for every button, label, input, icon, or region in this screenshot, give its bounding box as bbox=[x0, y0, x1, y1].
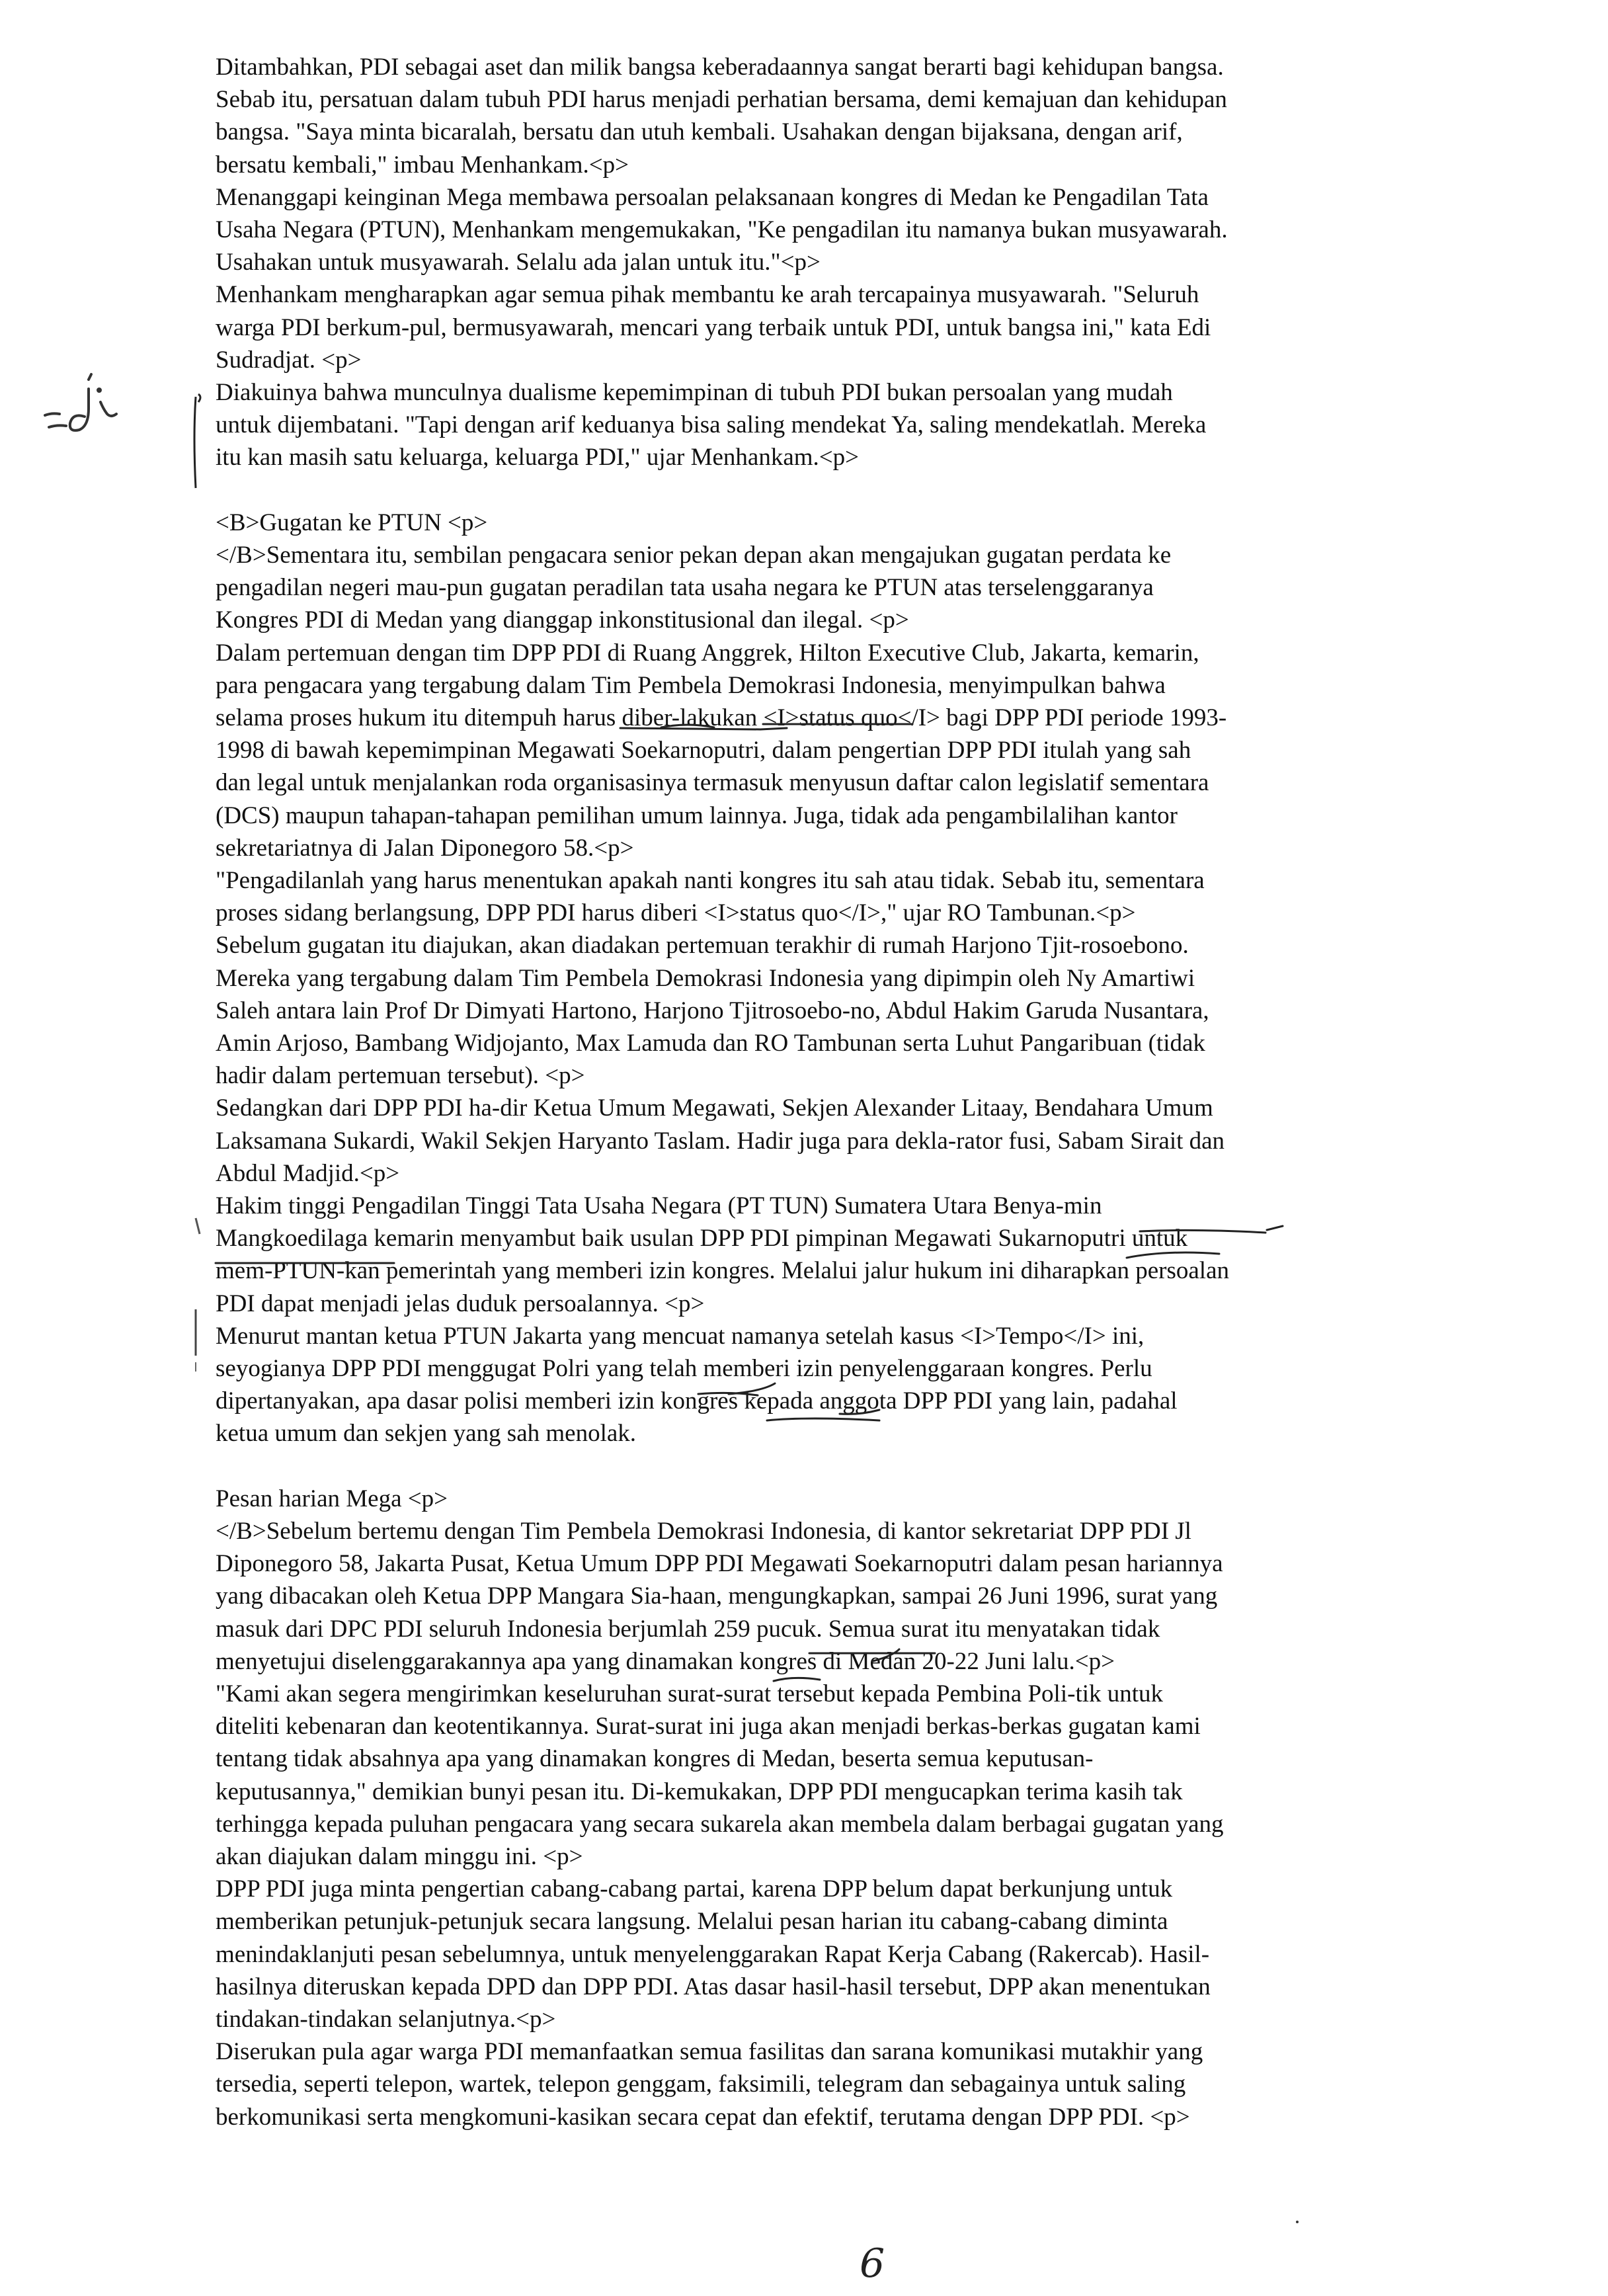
text-line: bersatu kembali," imbau Menhankam.<p> bbox=[216, 151, 629, 179]
text-line: Sudradjat. <p> bbox=[216, 347, 362, 374]
text-line: Menhankam mengharapkan agar semua pihak membantu ke arah tercapainya musyawarah. "Seluruh bbox=[216, 281, 1199, 308]
stray-mark bbox=[1296, 2221, 1299, 2223]
text-line: Dalam pertemuan dengan tim DPP PDI di Ruang Anggrek, Hilton Executive Club, Jakarta, kemarin, bbox=[216, 639, 1199, 667]
text-line: PDI dapat menjadi jelas duduk persoalannya. <p> bbox=[216, 1290, 705, 1317]
text-line: seyogianya DPP PDI menggugat Polri yang telah memberi izin penyelenggaraan kongres. Perlu bbox=[216, 1355, 1152, 1382]
text-line: mem-PTUN-kan pemerintah yang memberi izin kongres. Melalui jalur hukum ini diharapkan persoalan bbox=[216, 1257, 1230, 1284]
text-line: akan diajukan dalam minggu ini. <p> bbox=[216, 1843, 583, 1870]
text-line: "Pengadilanlah yang harus menentukan apakah nanti kongres itu sah atau tidak. Sebab itu, sementara bbox=[216, 867, 1205, 894]
text-line: warga PDI berkum-pul, bermusyawarah, mencari yang terbaik untuk PDI, untuk bangsa ini," kata Edi bbox=[216, 314, 1211, 341]
text-line: diteliti kebenaran dan keotentikannya. Surat-surat ini juga akan menjadi berkas-berkas gugatan kami bbox=[216, 1713, 1201, 1740]
text-line: selama proses hukum itu ditempuh harus diber-lakukan <I>status quo</I> bagi DPP PDI periode 1993- bbox=[216, 704, 1227, 731]
text-line: ketua umum dan sekjen yang sah menolak. bbox=[216, 1420, 637, 1447]
text-line: bangsa. "Saya minta bicaralah, bersatu dan utuh kembali. Usahakan dengan bijaksana, dengan arif, bbox=[216, 118, 1183, 145]
text-line: hadir dalam pertemuan tersebut). <p> bbox=[216, 1062, 585, 1089]
text-line: Sebab itu, persatuan dalam tubuh PDI harus menjadi perhatian bersama, demi kemajuan dan kehidupan bbox=[216, 86, 1227, 113]
text-line: Abdul Madjid.<p> bbox=[216, 1160, 400, 1187]
text-line: hasilnya diteruskan kepada DPD dan DPP PDI. Atas dasar hasil-hasil tersebut, DPP akan menentukan bbox=[216, 1973, 1211, 2000]
text-line: Ditambahkan, PDI sebagai aset dan milik bangsa keberadaannya sangat berarti bagi kehidupan bangsa. bbox=[216, 54, 1224, 81]
text-line: <B>Gugatan ke PTUN <p> bbox=[216, 509, 488, 536]
text-line: dan legal untuk menjalankan roda organisasinya termasuk menyusun daftar calon legislatif sementara bbox=[216, 769, 1209, 796]
text-line: Menanggapi keinginan Mega membawa persoalan pelaksanaan kongres di Medan ke Pengadilan Tata bbox=[216, 184, 1209, 211]
text-line: Amin Arjoso, Bambang Widjojanto, Max Lamuda dan RO Tambunan serta Luhut Pangaribuan (tidak bbox=[216, 1030, 1205, 1057]
text-line: yang dibacakan oleh Ketua DPP Mangara Sia-haan, mengungkapkan, sampai 26 Juni 1996, surat yang bbox=[216, 1582, 1218, 1610]
text-line: Sebelum gugatan itu diajukan, akan diadakan pertemuan terakhir di rumah Harjono Tjit-rosoebono. bbox=[216, 932, 1189, 959]
text-line: Mereka yang tergabung dalam Tim Pembela Demokrasi Indonesia yang dipimpin oleh Ny Amartiwi bbox=[216, 965, 1195, 992]
text-line: Diponegoro 58, Jakarta Pusat, Ketua Umum DPP PDI Megawati Soekarnoputri dalam pesan hariannya bbox=[216, 1550, 1223, 1577]
text-line: Saleh antara lain Prof Dr Dimyati Hartono, Harjono Tjitrosoebo-no, Abdul Hakim Garuda Nusantara, bbox=[216, 997, 1209, 1024]
text-line: proses sidang berlangsung, DPP PDI harus diberi <I>status quo</I>," ujar RO Tambunan.<p> bbox=[216, 899, 1136, 926]
text-line: dipertanyakan, apa dasar polisi memberi izin kongres kepada anggota DPP PDI yang lain, padahal bbox=[216, 1387, 1178, 1414]
text-line: para pengacara yang tergabung dalam Tim Pembela Demokrasi Indonesia, menyimpulkan bahwa bbox=[216, 672, 1166, 699]
page-number: 6 bbox=[860, 2240, 885, 2287]
text-line: Usahakan untuk musyawarah. Selalu ada jalan untuk itu."<p> bbox=[216, 249, 821, 276]
text-line: tersedia, seperti telepon, wartek, telepon genggam, faksimili, telegram dan sebagainya untuk saling bbox=[216, 2070, 1186, 2098]
text-line: 1998 di bawah kepemimpinan Megawati Soekarnoputri, dalam pengertian DPP PDI itulah yang sah bbox=[216, 737, 1191, 764]
text-line: Diserukan pula agar warga PDI memanfaatkan semua fasilitas dan sarana komunikasi mutakhir yang bbox=[216, 2038, 1203, 2065]
text-line: keputusannya," demikian bunyi pesan itu. Di-kemukakan, DPP PDI mengucapkan terima kasih tak bbox=[216, 1778, 1183, 1805]
text-line: terhingga kepada puluhan pengacara yang secara sukarela akan membela dalam berbagai gugatan yang bbox=[216, 1811, 1224, 1838]
text-line: Sedangkan dari DPP PDI ha-dir Ketua Umum Megawati, Sekjen Alexander Litaay, Bendahara Umum bbox=[216, 1094, 1213, 1122]
text-line: untuk dijembatani. "Tapi dengan arif keduanya bisa saling mendekat Ya, saling mendekatlah. Mereka bbox=[216, 411, 1207, 438]
margin-tick-1 bbox=[196, 1218, 200, 1234]
text-line: Usaha Negara (PTUN), Menhankam mengemukakan, "Ke pengadilan itu namanya bukan musyawarah. bbox=[216, 216, 1228, 243]
text-line: berkomunikasi serta mengkomuni-kasikan secara cepat dan efektif, terutama dengan DPP PDI. <p> bbox=[216, 2104, 1190, 2131]
text-line: menindaklanjuti pesan sebelumnya, untuk menyelenggarakan Rapat Kerja Cabang (Rakercab). Hasil- bbox=[216, 1941, 1210, 1968]
text-line: </B>Sementara itu, sembilan pengacara senior pekan depan akan mengajukan gugatan perdata ke bbox=[216, 542, 1172, 569]
text-line: DPP PDI juga minta pengertian cabang-cabang partai, karena DPP belum dapat berkunjung untuk bbox=[216, 1875, 1173, 1903]
margin-scribble-icon bbox=[45, 374, 116, 430]
text-line: </B>Sebelum bertemu dengan Tim Pembela Demokrasi Indonesia, di kantor sekretariat DPP PDI Jl bbox=[216, 1518, 1191, 1545]
text-line: (DCS) maupun tahapan-tahapan pemilihan umum lainnya. Juga, tidak ada pengambilalihan kantor bbox=[216, 802, 1178, 829]
margin-bracket-1 bbox=[194, 397, 196, 488]
text-line: Menurut mantan ketua PTUN Jakarta yang mencuat namanya setelah kasus <I>Tempo</I> ini, bbox=[216, 1323, 1145, 1350]
text-line: sekretariatnya di Jalan Diponegoro 58.<p> bbox=[216, 835, 634, 862]
text-line: pengadilan negeri mau-pun gugatan peradilan tata usaha negara ke PTUN atas terselenggaranya bbox=[216, 574, 1154, 601]
text-line: tindakan-tindakan selanjutnya.<p> bbox=[216, 2006, 556, 2033]
text-line: "Kami akan segera mengirimkan keseluruhan surat-surat tersebut kepada Pembina Poli-tik untuk bbox=[216, 1680, 1164, 1707]
text-line: tentang tidak absahnya apa yang dinamakan kongres di Medan, beserta semua keputusan- bbox=[216, 1745, 1094, 1772]
text-line: Diakuinya bahwa munculnya dualisme kepemimpinan di tubuh PDI bukan persoalan yang mudah bbox=[216, 379, 1173, 406]
text-line: Pesan harian Mega <p> bbox=[216, 1485, 448, 1512]
text-line: memberikan petunjuk-petunjuk secara langsung. Melalui pesan harian itu cabang-cabang diminta bbox=[216, 1908, 1168, 1935]
text-line: itu kan masih satu keluarga, keluarga PDI," ujar Menhankam.<p> bbox=[216, 444, 860, 471]
text-line: Kongres PDI di Medan yang dianggap inkonstitusional dan ilegal. <p> bbox=[216, 606, 909, 634]
text-line: Hakim tinggi Pengadilan Tinggi Tata Usaha Negara (PT TUN) Sumatera Utara Benya-min bbox=[216, 1192, 1102, 1219]
text-line: menyetujui diselenggarakannya apa yang dinamakan kongres di Medan 20-22 Juni lalu.<p> bbox=[216, 1648, 1115, 1675]
text-line: Mangkoedilaga kemarin menyambut baik usulan DPP PDI pimpinan Megawati Sukarnoputri untuk bbox=[216, 1225, 1188, 1252]
text-line: Laksamana Sukardi, Wakil Sekjen Haryanto Taslam. Hadir juga para dekla-rator fusi, Sabam Sirait dan bbox=[216, 1128, 1225, 1155]
text-line: masuk dari DPC PDI seluruh Indonesia berjumlah 259 pucuk. Semua surat itu menyatakan tidak bbox=[216, 1616, 1160, 1643]
